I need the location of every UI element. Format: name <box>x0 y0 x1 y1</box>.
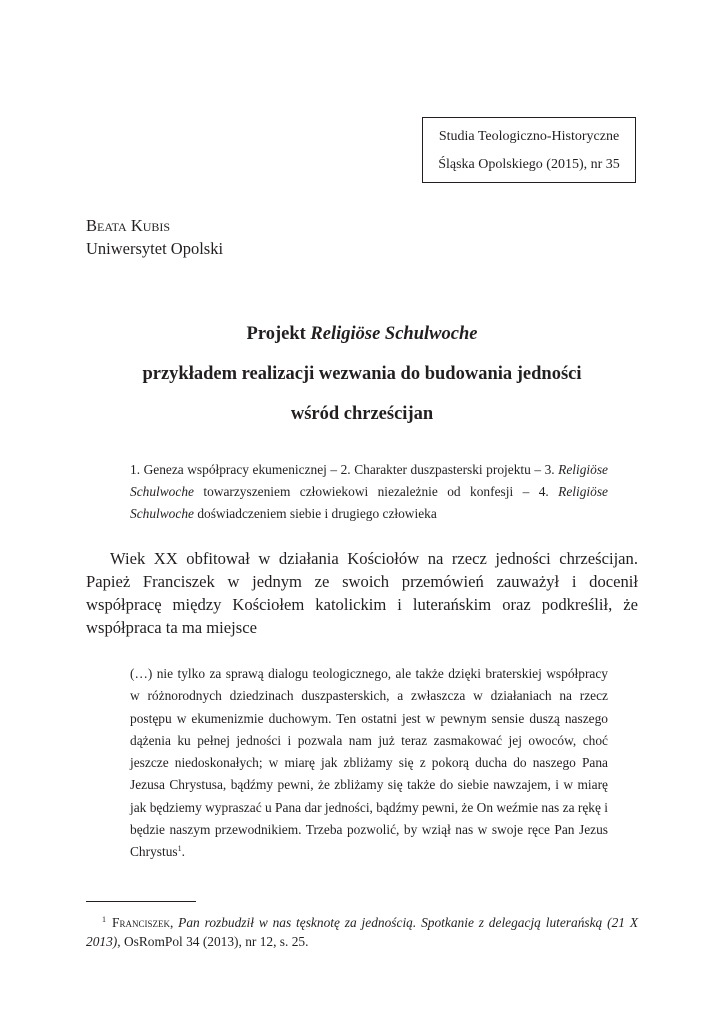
quote-text: (…) nie tylko za sprawą dialogu teologicznego, ale także dzięki braterskiej współpracy w różnorodnych dziedzinach duszpasterskich, a zwłaszcza w działaniach na rzecz postępu w ekumenizmie duchowym. Ten ostatni jest w pewnym sensie duszą naszego dążenia ku pełnej jedności i pozwala nam już teraz zasmakować jej owoców, choć jeszcze niedoskonałych; w miarę jak zbliżamy się z pokorą ducha do naszego Pana Jezusa Chrystusa, bądźmy pewni, że zbliżamy się także do siebie nawzajem, i w miarę jak będziemy wypraszać u Pana dar jedności, bądźmy pewni, że On weźmie nas za rękę i będzie naszym przewodnikiem. Trzeba pozwolić, by wziął nas w swoje ręce Pan Jezus Chrystus <box>130 666 608 860</box>
footnote-sep: , <box>169 915 179 930</box>
outline-italic-1: Religiöse Schulwoche <box>130 462 608 499</box>
block-quote <box>130 663 608 864</box>
author-block <box>86 214 223 260</box>
title-line-2: przykładem realizacji wezwania do budowania jedności <box>142 364 582 384</box>
title-italic: Religiöse Schulwoche <box>310 324 478 344</box>
title-prefix: Projekt <box>246 324 311 344</box>
journal-title: Studia Teologiczno-Historyczne <box>438 129 620 144</box>
outline-part-1: 1. Geneza współpracy ekumenicznej – 2. Charakter duszpasterski projektu – 3. <box>130 462 559 477</box>
title-line-1 <box>86 314 638 354</box>
footnote-title: Pan rozbudził w nas tęsknotę za jednością. Spotkanie z delegacją luterańską (21 X 2013) <box>86 915 638 949</box>
author-name: Beata Kubis <box>86 216 171 235</box>
title-line-3: wśród chrześcijan <box>290 404 434 424</box>
author-affiliation: Uniwersytet Opolski <box>86 239 224 258</box>
footnote-divider <box>86 901 196 902</box>
article-title <box>86 314 638 434</box>
journal-info-box <box>422 117 636 183</box>
outline-part-2: towarzyszeniem człowiekowi niezależnie od konfesji – 4. <box>193 484 559 499</box>
footnote-number: 1 <box>102 915 106 924</box>
footnote-author: Franciszek <box>112 915 170 930</box>
quote-end: . <box>181 844 185 860</box>
article-outline <box>130 459 608 525</box>
journal-issue: Śląska Opolskiego (2015), nr 35 <box>438 157 620 172</box>
outline-italic-2: Religiöse Schulwoche <box>130 484 608 521</box>
body-paragraph: Wiek XX obfitował w działania Kościołów na rzecz jedności chrześcijan. Papież Franciszek w jednym ze swoich przemówień zauważył i docenił współpracę między Kościołem katolickim i luterańskim oraz podkreślił, że współpraca ta ma miejsce <box>86 549 638 637</box>
outline-part-3: doświadczeniem siebie i drugiego człowieka <box>193 506 437 521</box>
body-text <box>86 547 638 639</box>
footnote-reference[interactable]: 1 <box>177 844 182 854</box>
footnote-source: , OsRomPol 34 (2013), nr 12, s. 25. <box>117 934 309 949</box>
footnote <box>86 910 638 951</box>
